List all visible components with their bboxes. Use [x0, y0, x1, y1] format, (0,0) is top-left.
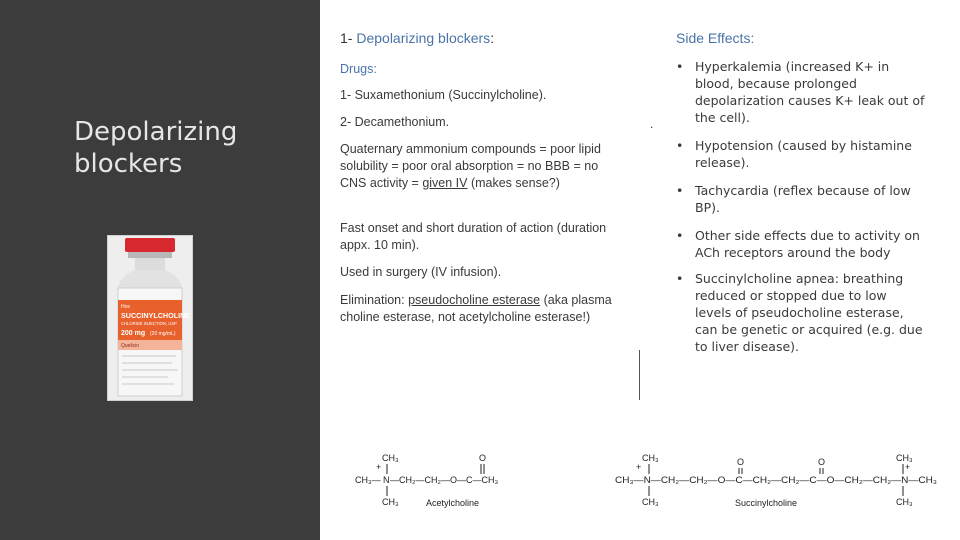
vial-image — [107, 235, 193, 401]
vial-strength: 200 mg — [121, 330, 146, 337]
succinylcholine-ch3-top-right: CH₃ — [896, 453, 913, 463]
vial-drug-name: SUCCINYLCHOLINE — [121, 311, 191, 320]
bullet-icon: • — [676, 183, 684, 198]
succinylcholine-ch3-bottom-left: CH₃ — [642, 497, 659, 507]
acetylcholine-plus: + — [376, 462, 382, 472]
column-divider — [639, 350, 640, 400]
side-effect-text: Hypotension (caused by histamine release). — [695, 138, 912, 170]
vial-subtitle: Quelicin — [121, 343, 140, 349]
onset-paragraph: Fast onset and short duration of action (duration appx. 10 min). — [340, 221, 607, 252]
side-effect-text: Hyperkalemia (increased K+ in blood, because prolonged depolarization causes K+ leak out of the cell). — [695, 59, 925, 125]
elimination-paragraph — [340, 292, 625, 326]
vial-illustration — [108, 236, 192, 400]
surgery-paragraph: Used in surgery (IV infusion). — [340, 265, 502, 279]
heading-text: Depolarizing blockers — [356, 30, 491, 46]
section-title — [74, 116, 314, 180]
succinylcholine-plus-left: + — [636, 462, 642, 472]
succinylcholine-structure — [615, 453, 937, 508]
section-title-line1: Depolarizing — [74, 117, 238, 147]
quaternary-paragraph — [340, 141, 625, 192]
vial-concentration: (20 mg/mL) — [150, 331, 176, 337]
list-item — [676, 270, 926, 355]
side-effects-title: Side Effects: — [676, 30, 755, 46]
acetylcholine-chain: —CH₂—CH₂—O—C—CH₃ — [390, 475, 499, 485]
section-title-line2: blockers — [74, 149, 183, 179]
quaternary-suffix: (makes sense?) — [467, 176, 560, 190]
acetylcholine-ch3-left: CH₃— — [355, 475, 381, 485]
acetylcholine-ch3-top: CH₃ — [382, 453, 399, 463]
acetylcholine-name: Acetylcholine — [426, 498, 480, 508]
bullet-icon: • — [676, 271, 684, 286]
list-item — [676, 182, 926, 216]
drugs-label: Drugs: — [340, 62, 377, 76]
section-heading — [340, 30, 494, 46]
bullet-icon: • — [676, 138, 684, 153]
list-item — [676, 58, 926, 126]
succinylcholine-ch3-bottom-right: CH₃ — [896, 497, 913, 507]
bullet-icon: • — [676, 59, 684, 74]
succinylcholine-chain: CH₃—N—CH₂—CH₂—O—C—CH₂—CH₂—C—O—CH₂—CH₂—N—CH₃ — [615, 475, 938, 485]
elimination-suffix: (aka plasma choline esterase, not acetylcholine esterase!) — [340, 293, 612, 324]
drug-item-1: 1- Suxamethonium (Succinylcholine). — [340, 88, 547, 102]
sidebar-panel — [0, 0, 320, 540]
succinylcholine-o-left: O — [737, 457, 745, 467]
pseudocholine-esterase-text: pseudocholine esterase — [408, 293, 541, 307]
vial-form: CHLORIDE INJECTION, USP — [121, 321, 177, 326]
list-item — [676, 227, 926, 261]
chemical-structures — [340, 445, 940, 537]
bullet-icon: • — [676, 228, 684, 243]
side-effects-list — [676, 58, 926, 355]
succinylcholine-ch3-top-left: CH₃ — [642, 453, 659, 463]
elimination-prefix: Elimination: — [340, 293, 409, 307]
drug-item-2: 2- Decamethonium. — [340, 115, 450, 129]
acetylcholine-n: N — [383, 475, 390, 485]
quaternary-text: Quaternary ammonium compounds = poor lipid solubility = poor oral absorption = no BBB = no CNS activity = — [340, 142, 601, 190]
succinylcholine-name: Succinylcholine — [735, 498, 798, 508]
heading-colon: : — [490, 30, 495, 46]
side-effect-text: Succinylcholine apnea: breathing reduced or stopped due to low levels of pseudocholine esterase, can be genetic or acquired (e.g. due to liver disease). — [695, 271, 923, 354]
vial-brand: Hos — [121, 304, 130, 310]
heading-number: 1- — [340, 30, 353, 46]
vial-cap — [125, 238, 175, 252]
acetylcholine-o: O — [479, 453, 487, 463]
succinylcholine-o-right: O — [818, 457, 826, 467]
acetylcholine-structure — [355, 453, 498, 508]
succinylcholine-plus-right: + — [905, 462, 911, 472]
side-effect-text: Other side effects due to activity on ACh receptors around the body — [695, 228, 920, 260]
given-iv-text: given IV — [422, 176, 468, 190]
acetylcholine-ch3-bottom: CH₃ — [382, 497, 399, 507]
list-item — [676, 137, 926, 171]
side-effect-text: Tachycardia (reflex because of low BP). — [695, 183, 911, 215]
stray-dot: . — [650, 117, 654, 131]
